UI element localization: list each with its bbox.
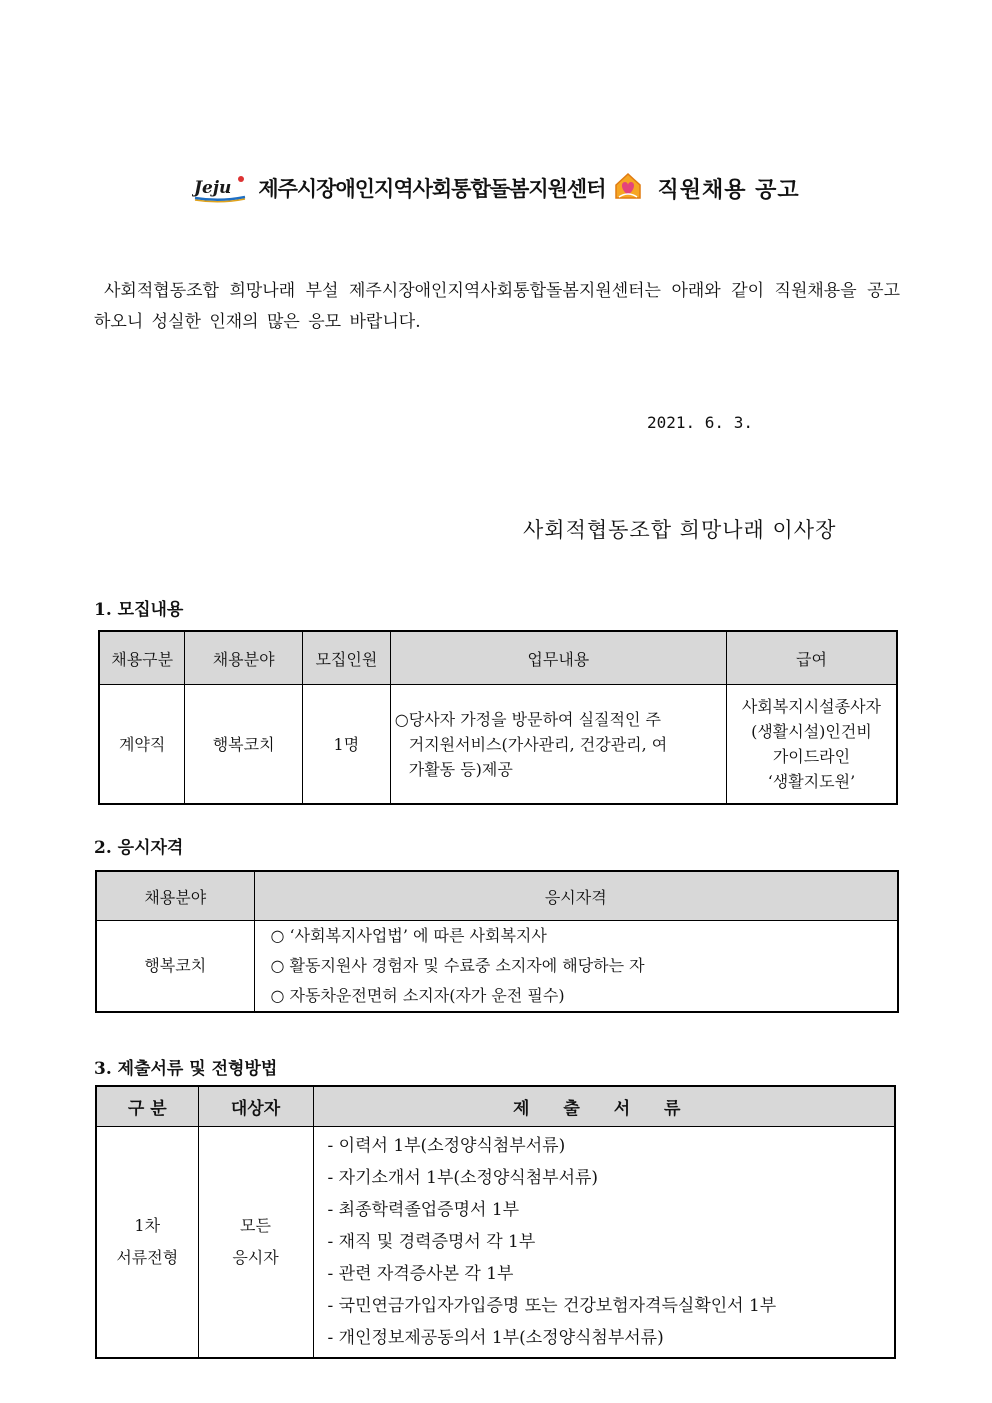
required-documents xyxy=(313,1127,895,1359)
qualification-item: ○ ‘사회복지사업법’ 에 따른 사회복지사 xyxy=(270,926,547,945)
salary-line: 사회복지시설종사자 xyxy=(741,697,881,716)
salary-line: 가이드라인 xyxy=(772,747,851,766)
qualifications xyxy=(254,921,898,1013)
salary xyxy=(726,685,897,805)
header-cell: 응시자격 xyxy=(254,871,898,921)
intro-paragraph xyxy=(94,276,900,338)
qualification-table xyxy=(95,870,899,1013)
table-header-row xyxy=(96,871,898,921)
notice-title: 직원채용 공고 xyxy=(657,176,800,203)
document-item: - 최종학력졸업증명서 1부 xyxy=(327,1200,520,1220)
document-item: - 국민연금가입자가입증명 또는 건강보험자격득실확인서 1부 xyxy=(327,1296,777,1316)
section3-heading: 3. 제출서류 및 전형방법 xyxy=(94,1059,278,1079)
header-cell: 업무내용 xyxy=(390,631,726,685)
duty-line: 당사자 가정을 방문하여 실질적인 주 xyxy=(408,709,661,729)
employment-type: 계약직 xyxy=(99,685,185,805)
header-cell: 대상자 xyxy=(198,1086,313,1127)
document-item: - 재직 및 경력증명서 각 1부 xyxy=(327,1232,536,1252)
target-line: 모든 xyxy=(240,1216,271,1235)
stage xyxy=(96,1127,198,1359)
duty-line: 가활동 등)제공 xyxy=(408,759,513,779)
title-row xyxy=(0,168,992,208)
header-cell: 급여 xyxy=(726,631,897,685)
target xyxy=(198,1127,313,1359)
header-cell: 채용분야 xyxy=(185,631,303,685)
job-field: 행복코치 xyxy=(185,685,303,805)
duty-bullet: ○ xyxy=(394,709,409,729)
salary-line: (생활시설)인건비 xyxy=(751,722,872,741)
document-item: - 개인정보제공동의서 1부(소정양식첨부서류) xyxy=(327,1328,664,1348)
qualification-item: ○ 활동지원사 경험자 및 수료중 소지자에 해당하는 자 xyxy=(270,956,645,975)
stage-line: 서류전형 xyxy=(116,1248,179,1267)
headcount: 1명 xyxy=(302,685,390,805)
job-field: 행복코치 xyxy=(96,921,254,1013)
org-name: 제주시장애인지역사회통합돌봄지원센터 xyxy=(258,177,606,201)
header-cell: 채용구분 xyxy=(99,631,185,685)
table-header-row xyxy=(96,1086,895,1127)
jeju-logo-icon xyxy=(192,173,248,203)
stage-line: 1차 xyxy=(134,1216,161,1235)
intro-text: 사회적협동조합 희망나래 부설 제주시장애인지역사회통합돌봄지원센터는 아래와 같이 직원채용을 공고하오니 성실한 인재의 많은 응모 바랍니다. xyxy=(94,281,900,332)
home-heart-icon xyxy=(613,171,643,205)
job-duties xyxy=(390,685,726,805)
table-header-row xyxy=(99,631,897,685)
logo-text: Jeju xyxy=(194,178,232,198)
duty-line: 거지원서비스(가사관리, 건강관리, 여 xyxy=(408,734,668,754)
header-cell: 제 출 서 류 xyxy=(313,1086,895,1127)
header-cell: 구 분 xyxy=(96,1086,198,1127)
table-row xyxy=(99,685,897,805)
document-item: - 관련 자격증사본 각 1부 xyxy=(327,1264,514,1284)
document-item: - 이력서 1부(소정양식첨부서류) xyxy=(327,1136,566,1156)
section2-heading: 2. 응시자격 xyxy=(94,838,184,858)
signer: 사회적협동조합 희망나래 이사장 xyxy=(523,518,837,542)
header-cell: 채용분야 xyxy=(96,871,254,921)
section1-heading: 1. 모집내용 xyxy=(94,600,184,620)
target-line: 응시자 xyxy=(232,1248,279,1267)
header-cell: 모집인원 xyxy=(302,631,390,685)
documents-table xyxy=(95,1085,896,1359)
table-row xyxy=(96,921,898,1013)
notice-date: 2021. 6. 3. xyxy=(647,413,753,432)
document-item: - 자기소개서 1부(소정양식첨부서류) xyxy=(327,1168,599,1188)
qualification-item: ○ 자동차운전면허 소지자(자가 운전 필수) xyxy=(270,986,565,1005)
recruitment-table xyxy=(98,630,898,805)
table-row xyxy=(96,1127,895,1359)
salary-line: ‘생활지도원’ xyxy=(767,772,856,791)
